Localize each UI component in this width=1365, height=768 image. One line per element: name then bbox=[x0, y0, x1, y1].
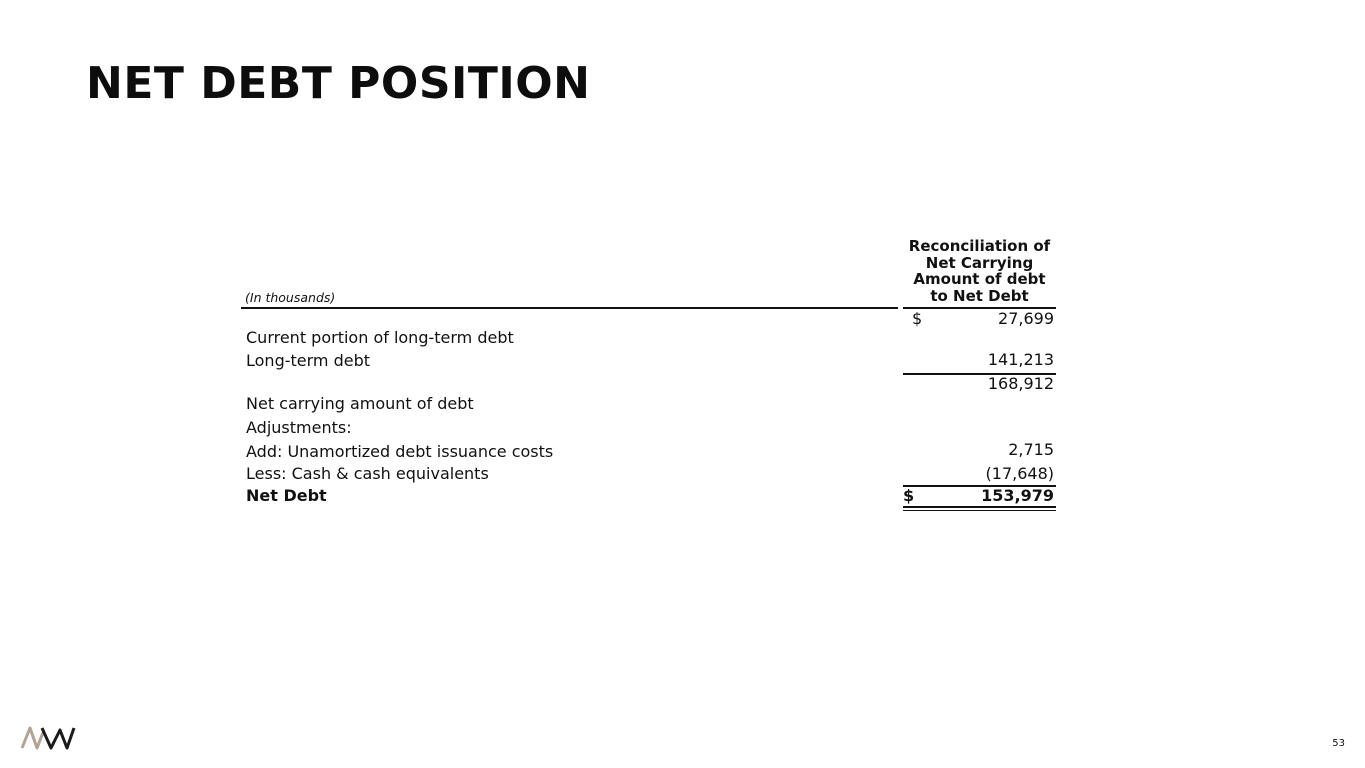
row-label-current-portion: Current portion of long-term debt bbox=[246, 328, 514, 347]
page-title: NET DEBT POSITION bbox=[86, 58, 591, 109]
row-label-cash: Less: Cash & cash equivalents bbox=[246, 464, 489, 483]
value-long-term-debt: 141,213 bbox=[987, 350, 1054, 369]
column-header-line: Amount of debt bbox=[913, 270, 1046, 288]
row-label-net-debt: Net Debt bbox=[246, 486, 327, 505]
column-header-line: Net Carrying bbox=[925, 253, 1034, 272]
row-label-net-carrying: Net carrying amount of debt bbox=[246, 394, 474, 413]
row-label-long-term-debt: Long-term debt bbox=[246, 351, 371, 370]
row-label-debt-issuance-costs: Add: Unamortized debt issuance costs bbox=[246, 442, 554, 461]
value-cash: (17,648) bbox=[985, 464, 1054, 483]
page-number: 53 bbox=[1332, 738, 1345, 749]
units-note: (In thousands) bbox=[245, 290, 336, 305]
value-current-portion: 27,699 bbox=[998, 309, 1054, 328]
column-header-line: Reconciliation of bbox=[908, 237, 1051, 255]
row-label-adjustments: Adjustments: bbox=[246, 418, 352, 437]
header-rule-left bbox=[241, 307, 898, 309]
currency-symbol-total: $ bbox=[903, 486, 915, 505]
currency-symbol: $ bbox=[912, 309, 923, 328]
value-debt-issuance-costs: 2,715 bbox=[1008, 440, 1054, 459]
value-net-carrying: 168,912 bbox=[987, 374, 1054, 393]
column-header bbox=[903, 238, 1056, 304]
total-double-rule-2 bbox=[903, 510, 1056, 512]
value-net-debt: 153,979 bbox=[981, 486, 1054, 505]
total-double-rule-1 bbox=[903, 506, 1056, 508]
company-logo bbox=[20, 724, 76, 750]
column-header-line: to Net Debt bbox=[930, 286, 1029, 305]
